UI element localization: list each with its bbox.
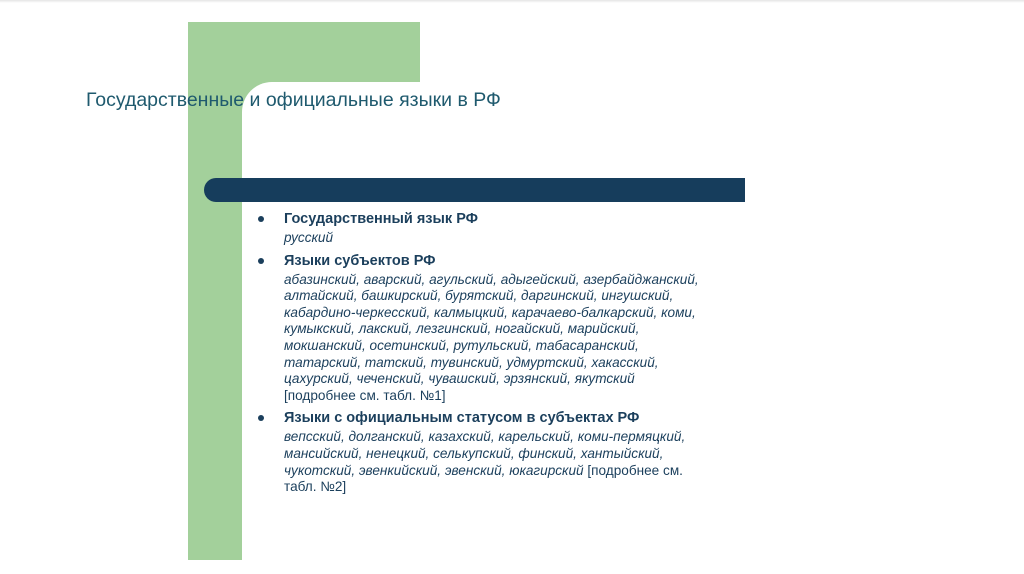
language-line: русский bbox=[284, 230, 334, 245]
language-line: цахурский, чеченский, чувашский, эрзянский, якутский bbox=[284, 371, 635, 387]
bullet-icon bbox=[258, 415, 264, 421]
title-divider-bar bbox=[204, 178, 745, 202]
bullet-icon bbox=[258, 216, 264, 222]
table-reference-note-start: [подробнее см. bbox=[587, 462, 683, 478]
list-item-subject-languages bbox=[256, 250, 796, 408]
slide-title: Государственные и официальные языки в РФ bbox=[86, 89, 501, 111]
section-heading: Языки с официальным статусом в субъектах РФ bbox=[284, 410, 640, 427]
section-heading: Государственный язык РФ bbox=[284, 211, 479, 227]
language-line: мансийский, ненецкий, селькупский, финский, хантыйский, bbox=[284, 445, 664, 461]
language-line: мокшанский, осетинский, рутульский, табасаранский, bbox=[284, 337, 639, 353]
table-reference-note: [подробнее см. табл. №1] bbox=[284, 387, 446, 403]
language-line-text: чукотский, эвенкийский, эвенский, юкагирский bbox=[284, 462, 584, 478]
bullet-icon bbox=[258, 258, 264, 264]
language-line: татарский, татский, тувинский, удмуртский, хакасский, bbox=[284, 354, 659, 370]
section-body bbox=[284, 230, 796, 250]
language-line: абазинский, аварский, агульский, адыгейский, азербайджанский, bbox=[284, 271, 699, 287]
list-item-official-status-languages bbox=[256, 407, 796, 498]
language-line: вепсский, долганский, казахский, карельский, коми-пермяцкий, bbox=[284, 429, 686, 445]
section-body bbox=[284, 272, 796, 408]
list-item-state-language bbox=[256, 208, 796, 250]
section-heading: Языки субъектов РФ bbox=[284, 252, 436, 269]
table-reference-note-end: табл. №2] bbox=[284, 479, 347, 495]
language-line: алтайский, башкирский, бурятский, даргинский, ингушский, bbox=[284, 288, 674, 304]
bullet-list bbox=[256, 208, 796, 499]
language-line: кумыкский, лакский, лезгинский, ногайский, марийский, bbox=[284, 321, 640, 337]
page-top-edge bbox=[0, 0, 1024, 3]
language-line bbox=[284, 463, 796, 480]
section-body bbox=[284, 429, 796, 498]
language-line: кабардино-черкесский, калмыцкий, карачаево-балкарский, коми, bbox=[284, 304, 696, 320]
